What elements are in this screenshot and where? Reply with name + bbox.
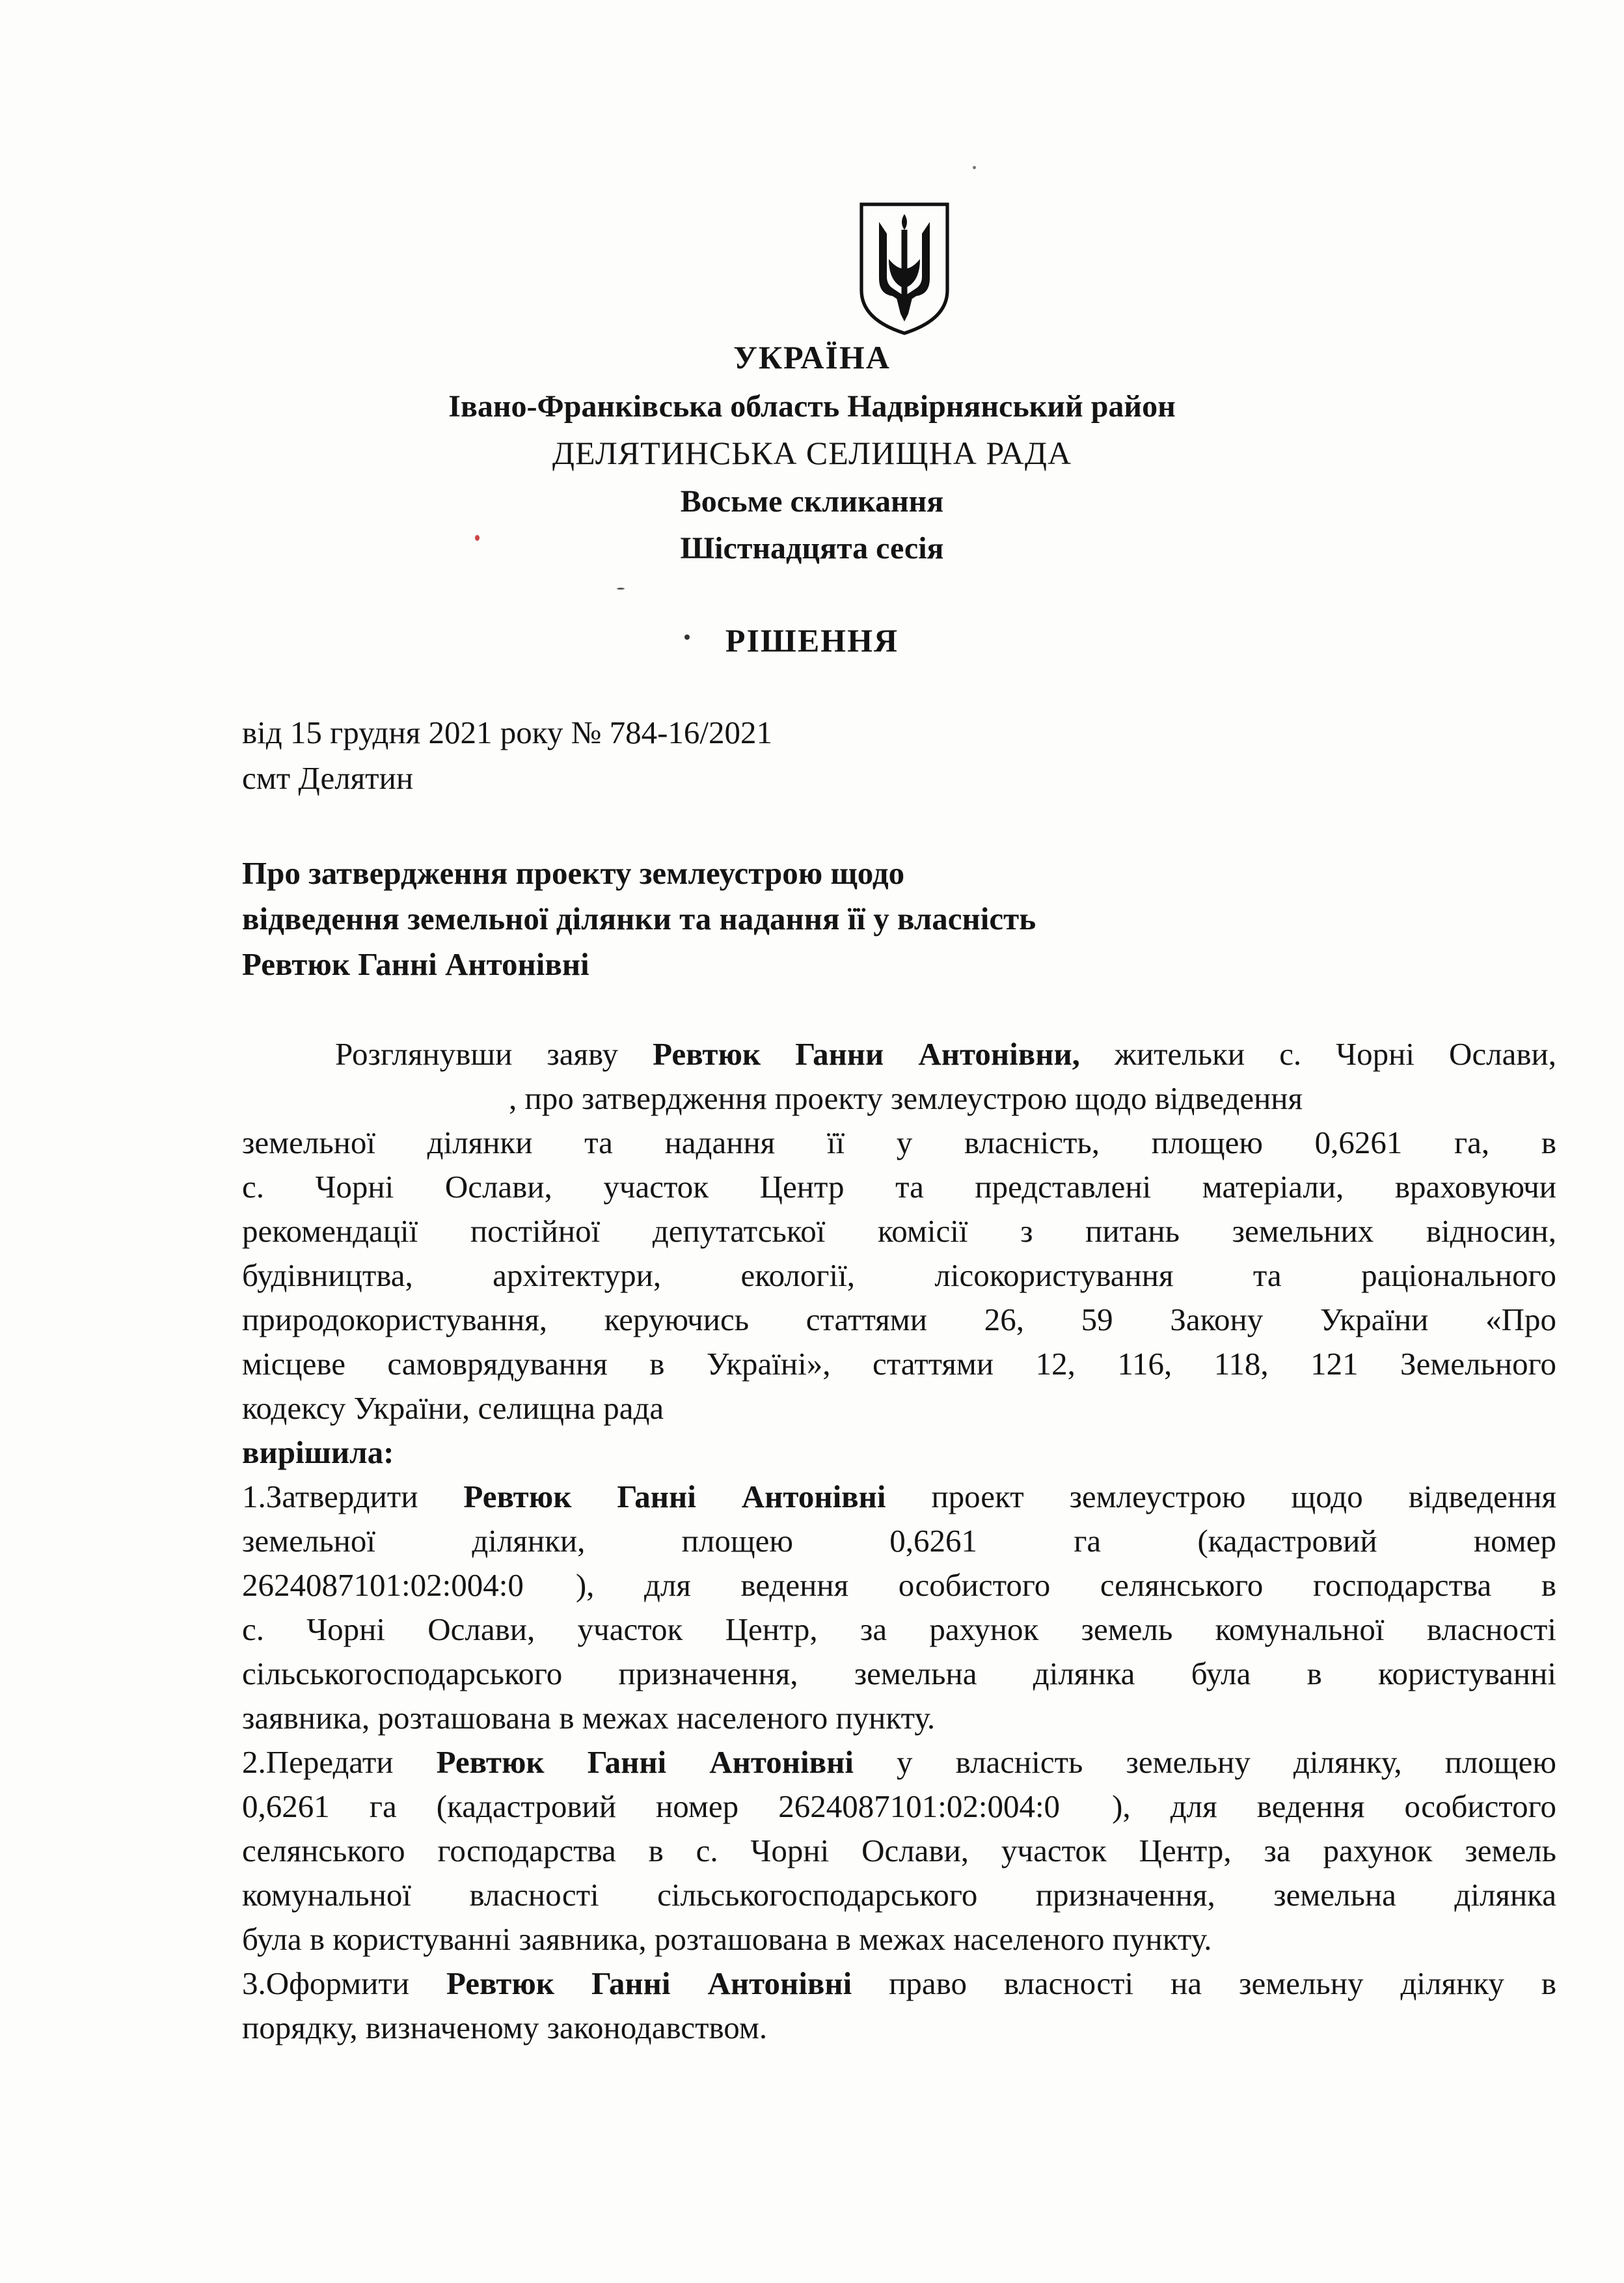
convocation-heading: Восьме скликання — [680, 484, 944, 519]
text-line: заявника, розташована в межах населеного пункту. — [242, 1700, 936, 1736]
text-line: земельної ділянки та надання її у власність, площею 0,6261 га, в — [242, 1125, 1556, 1160]
decided-label: вирішила: — [242, 1434, 394, 1470]
text-line: 1.Затвердити Ревтюк Ганні Антонівні проект землеустрою щодо відведення — [242, 1479, 1556, 1514]
session-heading: Шістнадцята сесія — [680, 531, 944, 566]
scan-speck — [684, 635, 690, 640]
text-line: с. Чорні Ослави, участок Центр, за рахунок земель комунальної власності — [242, 1611, 1556, 1647]
scan-speck — [475, 535, 480, 541]
document-type-heading: РІШЕННЯ — [725, 622, 899, 659]
decision-item-1 — [242, 1475, 1556, 1740]
recipient-name: Ревтюк Ганні Антонівні — [446, 1965, 852, 2001]
recipient-name: Ревтюк Ганні Антонівні — [436, 1744, 854, 1780]
text-line: земельної ділянки, площею 0,6261 га (кадастровий номер — [242, 1523, 1556, 1559]
text-line: природокористування, керуючись статтями 26, 59 Закону України «Про — [242, 1302, 1556, 1337]
title-line: відведення земельної ділянки та надання її у власність — [242, 901, 1036, 936]
cadastral-number: 0,6261 га (кадастровий номер 2624087101:02:004:0 — [242, 1788, 1061, 1824]
decision-place: смт Делятин — [242, 760, 414, 796]
text-line: 3.Оформити Ревтюк Ганні Антонівні право власності на земельну ділянку в — [242, 1965, 1556, 2001]
region-heading: Івано-Франківська область Надвірнянський район — [448, 389, 1176, 424]
scan-speck — [617, 588, 625, 590]
title-line: Ревтюк Ганні Антонівні — [242, 946, 589, 982]
text-line: Розглянувши заяву Ревтюк Ганни Антонівни, жительки с. Чорні Ослави, — [335, 1036, 1556, 1072]
recipient-name: Ревтюк Ганні Антонівні — [463, 1479, 886, 1514]
scan-speck — [973, 166, 976, 169]
preamble-paragraph — [242, 1032, 1556, 1475]
coat-of-arms-emblem — [855, 200, 954, 337]
decision-item-3 — [242, 1962, 1556, 2050]
text-line: порядку, визначеному законодавством. — [242, 2010, 768, 2045]
text-line: сільськогосподарського призначення, земельна ділянка була в користуванні — [242, 1656, 1556, 1691]
decision-date-number: від 15 грудня 2021 року № 784-16/2021 — [242, 715, 773, 750]
text-line: с. Чорні Ослави, участок Центр та представлені матеріали, враховуючи — [242, 1169, 1556, 1205]
text-line: рекомендації постійної депутатської комісії з питань земельних відносин, — [242, 1213, 1556, 1249]
text-line: комунальної власності сільськогосподарського призначення, земельна ділянка — [242, 1877, 1556, 1913]
text-line: 2624087101:02:004:0 ), для ведення особистого селянського господарства в — [242, 1567, 1556, 1603]
text-line: кодексу України, селищна рада — [242, 1390, 664, 1426]
text-line: 0,6261 га (кадастровий номер 2624087101:02:004:0 ), для ведення особистого — [242, 1788, 1556, 1824]
applicant-name: Ревтюк Ганни Антонівни, — [653, 1036, 1080, 1072]
text-line: селянського господарства в с. Чорні Ослави, участок Центр, за рахунок земель — [242, 1833, 1556, 1868]
title-line: Про затвердження проекту землеустрою щодо — [242, 855, 905, 891]
decision-item-2 — [242, 1740, 1556, 1962]
text-line: була в користуванні заявника, розташована в межах населеного пункту. — [242, 1921, 1212, 1957]
decision-body — [242, 1032, 1556, 2050]
text-line: будівництва, архітектури, екології, лісокористування та раціонального — [242, 1257, 1556, 1293]
country-heading: УКРАЇНА — [733, 339, 891, 376]
text-line: , про затвердження проекту землеустрою щодо відведення — [509, 1080, 1303, 1116]
text-line: місцеве самоврядування в Україні», статтями 12, 116, 118, 121 Земельного — [242, 1346, 1556, 1382]
text-line: 2.Передати Ревтюк Ганні Антонівні у власність земельну ділянку, площею — [242, 1744, 1556, 1780]
cadastral-number: 2624087101:02:004:0 — [242, 1567, 524, 1603]
council-heading: ДЕЛЯТИНСЬКА СЕЛИЩНА РАДА — [552, 435, 1072, 471]
decision-title — [242, 851, 1036, 987]
